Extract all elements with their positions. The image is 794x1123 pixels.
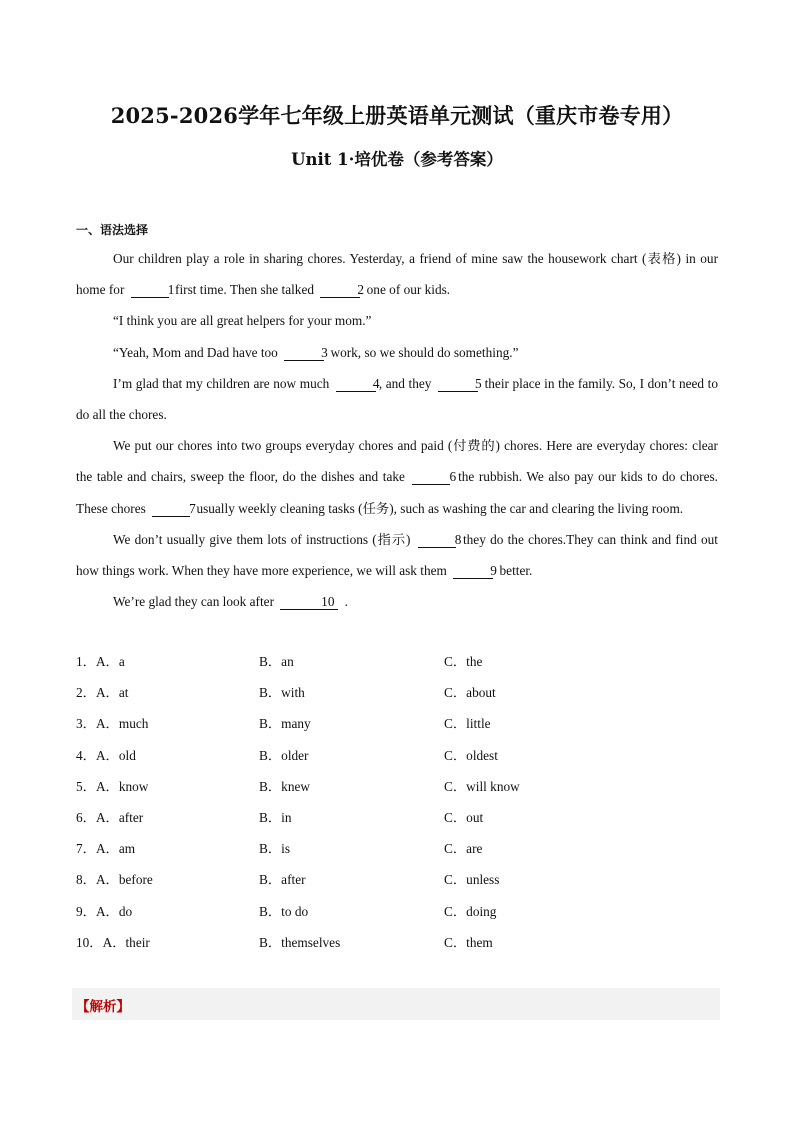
option-a bbox=[76, 646, 125, 677]
option-c: C．unless bbox=[444, 872, 500, 888]
cloze-passage bbox=[76, 243, 718, 617]
option-b: B．knew bbox=[259, 778, 310, 794]
option-a bbox=[76, 740, 136, 771]
text-span: their place in the family. So, I don’t need to do all the chores. bbox=[76, 375, 718, 423]
option-row-3 bbox=[76, 708, 718, 739]
option-a-text: A．do bbox=[95, 903, 133, 919]
blank-9: 9 bbox=[453, 563, 493, 579]
paragraph-5 bbox=[76, 430, 718, 524]
option-a bbox=[76, 708, 148, 739]
question-number: 4． bbox=[76, 747, 96, 763]
option-a-text: A．after bbox=[95, 809, 144, 825]
page-subtitle: Unit 1·培优卷（参考答案） bbox=[291, 150, 503, 169]
text-span: , and they bbox=[378, 375, 432, 391]
option-b: B．themselves bbox=[259, 934, 341, 950]
question-number: 3． bbox=[76, 716, 96, 732]
option-row-9 bbox=[76, 896, 718, 927]
option-c: C．out bbox=[444, 809, 484, 825]
option-a bbox=[76, 896, 132, 927]
paragraph-1 bbox=[76, 243, 718, 305]
question-number: 9． bbox=[76, 903, 96, 919]
blank-7: 7 bbox=[152, 501, 190, 517]
blank-10: 10 bbox=[280, 594, 338, 610]
paragraph-3 bbox=[76, 337, 718, 368]
option-b: B．in bbox=[259, 809, 292, 825]
text-span: better. bbox=[499, 563, 533, 579]
option-a bbox=[76, 771, 148, 802]
option-row-1 bbox=[76, 646, 718, 677]
text-span: We put our chores into two groups everyday chores and paid (付费的) chores. Here are everyday chores: clear the table and chairs, sweep the floor, do the dishes and take bbox=[76, 438, 718, 485]
blank-5: 5 bbox=[438, 376, 478, 392]
question-number: 6． bbox=[76, 809, 96, 825]
blank-4: 4 bbox=[336, 376, 376, 392]
option-b: B．many bbox=[259, 716, 311, 732]
option-a bbox=[76, 927, 150, 958]
text-span: work, so we should do something.” bbox=[330, 344, 519, 360]
answer-section bbox=[72, 988, 720, 1020]
paragraph-7 bbox=[76, 586, 718, 617]
option-a-text: A．a bbox=[95, 654, 125, 669]
blank-2: 2 bbox=[320, 282, 360, 298]
option-a-text: A．at bbox=[95, 685, 129, 701]
option-c: C．doing bbox=[444, 903, 497, 919]
question-number: 2． bbox=[76, 685, 96, 701]
text-span: one of our kids. bbox=[366, 282, 451, 298]
option-c: C．the bbox=[444, 654, 483, 669]
option-b: B．is bbox=[259, 841, 291, 857]
option-c: C．them bbox=[444, 934, 493, 950]
option-a-text: A．much bbox=[95, 716, 149, 732]
answer-label: 【解析】 bbox=[76, 999, 130, 1015]
option-row-6 bbox=[76, 802, 718, 833]
text-span: I’m glad that my children are now much bbox=[113, 375, 330, 391]
text-span: first time. Then she talked bbox=[175, 282, 314, 298]
question-number: 8． bbox=[76, 872, 96, 888]
option-a-text: A．their bbox=[102, 934, 150, 950]
option-row-2 bbox=[76, 677, 718, 708]
text-span: We don’t usually give them lots of instructions (指示) bbox=[113, 531, 411, 547]
blank-1: 1 bbox=[131, 282, 169, 298]
question-number: 7． bbox=[76, 841, 96, 857]
option-b: B．to do bbox=[259, 903, 309, 919]
page-title: 2025-2026学年七年级上册英语单元测试（重庆市卷专用） bbox=[110, 103, 684, 128]
question-number: 1． bbox=[76, 654, 96, 669]
text-span: the rubbish. We also pay our kids to do chores. These chores bbox=[76, 469, 718, 516]
blank-6: 6 bbox=[412, 469, 450, 485]
option-a-text: A．am bbox=[95, 841, 136, 857]
blank-8: 8 bbox=[418, 532, 456, 548]
text-span: . bbox=[344, 594, 348, 610]
option-c: C．are bbox=[444, 841, 483, 857]
paragraph-2: “I think you are all great helpers for your mom.” bbox=[113, 313, 372, 329]
option-c: C．little bbox=[444, 716, 491, 732]
option-row-7 bbox=[76, 833, 718, 864]
text-span: “Yeah, Mom and Dad have too bbox=[113, 344, 278, 360]
option-row-10 bbox=[76, 927, 718, 958]
option-c: C．about bbox=[444, 685, 496, 701]
section-heading: 一、语法选择 bbox=[76, 223, 149, 237]
option-b: B．after bbox=[259, 872, 306, 888]
option-a bbox=[76, 833, 135, 864]
text-span: Our children play a role in sharing chores. Yesterday, a friend of mine saw the housework chart (表格) in our home for bbox=[76, 251, 718, 298]
text-span: We’re glad they can look after bbox=[113, 594, 274, 610]
paragraph-6 bbox=[76, 524, 718, 586]
option-a bbox=[76, 864, 153, 895]
option-a-text: A．before bbox=[95, 872, 153, 888]
text-span: they do the chores.They can think and find out how things work. When they have more experience, we will ask them bbox=[76, 531, 718, 579]
option-a-text: A．old bbox=[95, 747, 136, 763]
option-a bbox=[76, 802, 143, 833]
option-a bbox=[76, 677, 128, 708]
option-row-8 bbox=[76, 864, 718, 895]
paragraph-4 bbox=[76, 368, 718, 430]
option-row-5 bbox=[76, 771, 718, 802]
option-c: C．oldest bbox=[444, 747, 498, 763]
text-span: usually weekly cleaning tasks (任务), such as washing the car and clearing the living room. bbox=[196, 500, 684, 516]
options-list bbox=[76, 646, 718, 958]
option-b: B．older bbox=[259, 747, 309, 763]
blank-3: 3 bbox=[284, 345, 324, 361]
option-b: B．with bbox=[259, 685, 305, 701]
question-number: 5． bbox=[76, 778, 96, 794]
option-a-text: A．know bbox=[95, 778, 149, 794]
option-b: B．an bbox=[259, 654, 294, 669]
question-number: 10． bbox=[76, 934, 103, 950]
option-row-4 bbox=[76, 740, 718, 771]
option-c: C．will know bbox=[444, 778, 520, 794]
